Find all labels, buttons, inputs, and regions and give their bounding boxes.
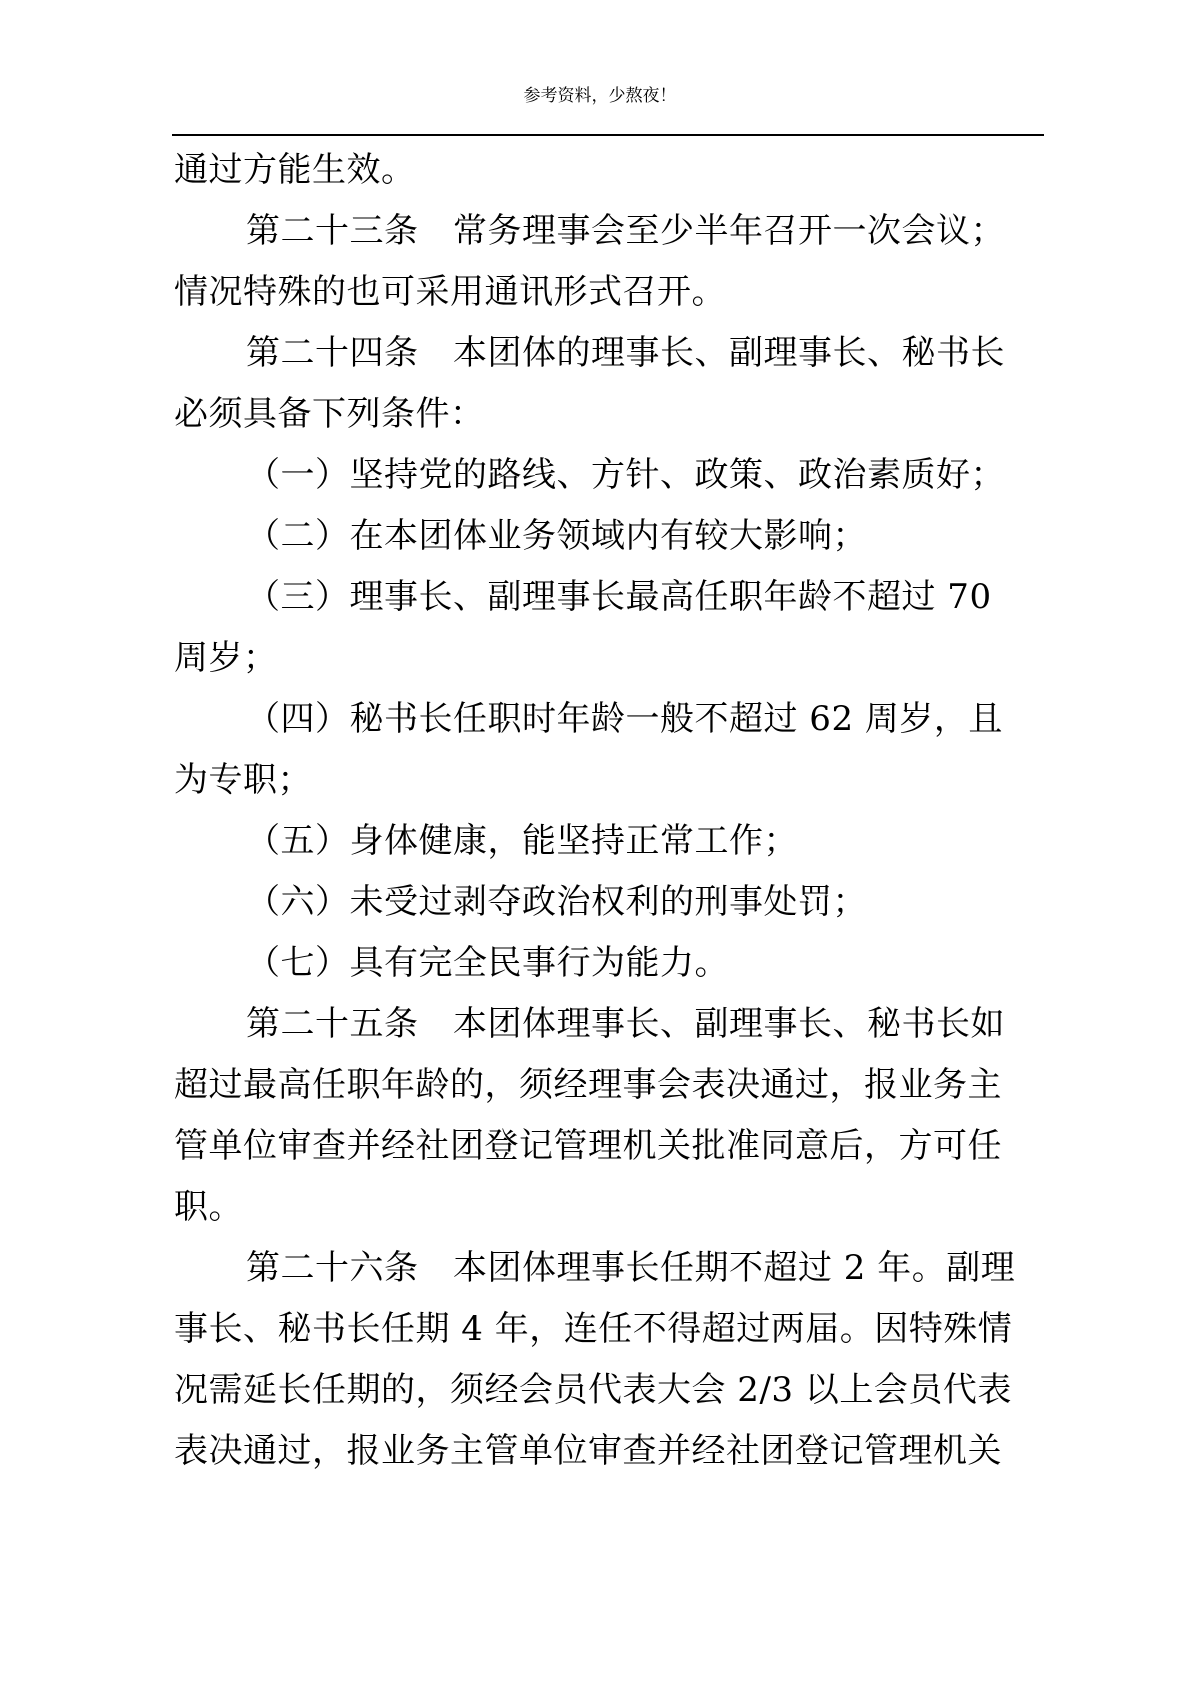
text-line: 通过方能生效。 — [174, 150, 416, 190]
article-24-heading: 第二十四条 本团体的理事长、副理事长、秘书长 — [246, 333, 1005, 373]
list-item: （六）未受过剥夺政治权利的刑事处罚； — [246, 882, 867, 922]
list-item: （五）身体健康，能坚持正常工作； — [246, 821, 798, 861]
article-26-heading: 第二十六条 本团体理事长任期不超过 2 年。副理 — [246, 1248, 1016, 1288]
text-line: 管单位审查并经社团登记管理机关批准同意后，方可任 — [174, 1126, 1002, 1166]
list-item: （四）秘书长任职时年龄一般不超过 62 周岁，且 — [246, 699, 1003, 739]
list-item: （二）在本团体业务领域内有较大影响； — [246, 516, 867, 556]
text-line: 表决通过，报业务主管单位审查并经社团登记管理机关 — [174, 1431, 1002, 1471]
list-item: （三）理事长、副理事长最高任职年龄不超过 70 — [246, 577, 992, 617]
list-item: （七）具有完全民事行为能力。 — [246, 943, 729, 983]
article-25-heading: 第二十五条 本团体理事长、副理事长、秘书长如 — [246, 1004, 1005, 1044]
text-line: 况需延长任期的，须经会员代表大会 2/3 以上会员代表 — [174, 1370, 1012, 1410]
text-line: 周岁； — [174, 638, 278, 678]
document-body — [174, 140, 1040, 1482]
text-line: 必须具备下列条件： — [174, 394, 485, 434]
article-23-heading: 第二十三条 常务理事会至少半年召开一次会议； — [246, 211, 1005, 251]
text-line: 事长、秘书长任期 4 年，连任不得超过两届。因特殊情 — [174, 1309, 1013, 1349]
text-line: 超过最高任职年龄的，须经理事会表决通过，报业务主 — [174, 1065, 1002, 1105]
text-line: 情况特殊的也可采用通讯形式召开。 — [174, 272, 726, 312]
list-item: （一）坚持党的路线、方针、政策、政治素质好； — [246, 455, 1005, 495]
header-divider — [172, 134, 1044, 136]
text-line: 为专职； — [174, 760, 312, 800]
page-header: 参考资料，少熬夜！ — [523, 86, 677, 106]
text-line: 职。 — [174, 1187, 243, 1227]
